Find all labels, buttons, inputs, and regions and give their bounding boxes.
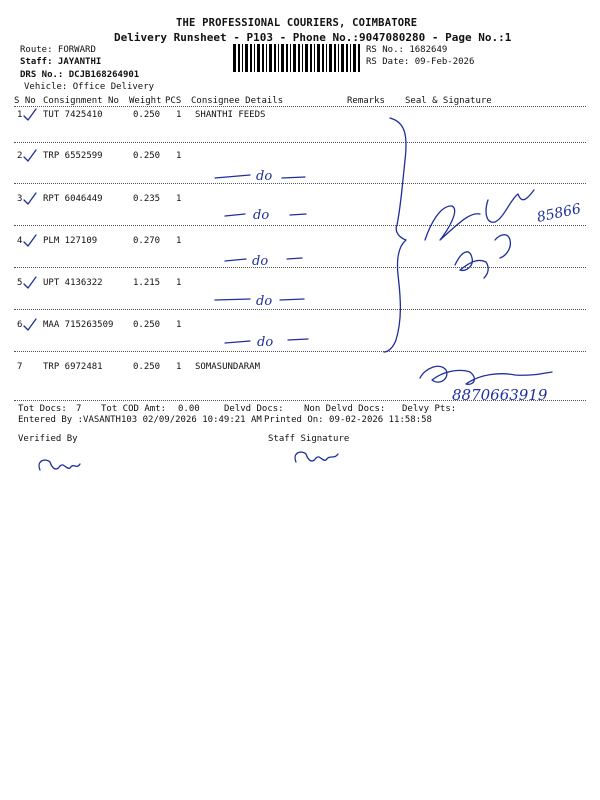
col-header-seal-signature: Seal & Signature <box>405 96 492 106</box>
row-4-weight: 0.270 <box>133 236 161 246</box>
row-2-pcs: 1 <box>176 151 182 161</box>
row-7-consignment: TRP 6972481 <box>43 362 103 372</box>
row-4-sno: 4 <box>17 236 23 246</box>
col-header-weight: Weight <box>129 96 162 106</box>
row-5-consignment: UPT 4136322 <box>43 278 103 288</box>
row-7-pcs: 1 <box>176 362 182 372</box>
row-6-pcs: 1 <box>176 320 182 330</box>
initials-scribble <box>39 460 80 470</box>
delvy-pts-label: Delvy Pts: <box>402 404 457 414</box>
runsheet-title: Delivery Runsheet - P103 - Phone No.:9047080280 - Page No.:1 <box>114 31 512 44</box>
checkmark-icon <box>24 319 36 330</box>
tot-docs-value: 7 <box>76 404 82 414</box>
non-delvd-docs-label: Non Delvd Docs: <box>304 404 386 414</box>
tot-docs-label: Tot Docs: <box>18 404 67 414</box>
row-7-sno: 7 <box>17 362 23 372</box>
checkmark-icon <box>24 150 36 161</box>
row-3-consignment: RPT 6046449 <box>43 194 103 204</box>
row-7-consignee: SOMASUNDARAM <box>195 362 261 372</box>
row-3-pcs: 1 <box>176 194 182 204</box>
ditto-mark: do <box>257 335 274 350</box>
checkmark-icon <box>24 235 36 246</box>
ditto-mark: do <box>252 254 269 269</box>
row-6-weight: 0.250 <box>133 320 161 330</box>
printed-on: Printed On: 09-02-2026 11:58:58 <box>264 415 432 425</box>
handwritten-phone: 8870663919 <box>452 386 548 404</box>
ditto-mark: do <box>253 208 270 223</box>
vehicle-label: Vehicle: Office Delivery <box>24 82 155 92</box>
staff-signature-label: Staff Signature <box>268 434 350 444</box>
initials-scribble <box>295 452 338 462</box>
col-header-consignee: Consignee Details <box>191 96 284 106</box>
row-7-weight: 0.250 <box>133 362 161 372</box>
row-1-weight: 0.250 <box>133 110 161 120</box>
row-1-consignee: SHANTHI FEEDS <box>195 110 266 120</box>
row-3-weight: 0.235 <box>133 194 161 204</box>
ditto-mark: do <box>256 294 273 309</box>
row-2-weight: 0.250 <box>133 151 161 161</box>
entered-by: Entered By :VASANTH103 02/09/2026 10:49:21 AM <box>18 415 262 425</box>
row-1-pcs: 1 <box>176 110 182 120</box>
row-6-sno: 6 <box>17 320 23 330</box>
col-header-pcs: PCS <box>165 96 182 106</box>
drs-number: DRS No.: DCJB168264901 <box>20 70 140 80</box>
row-2-sno: 2 <box>17 151 23 161</box>
row-1-sno: 1 <box>17 110 23 120</box>
row-5-pcs: 1 <box>176 278 182 288</box>
signature-scribble <box>425 206 480 240</box>
tot-cod-label: Tot COD Amt: <box>101 404 167 414</box>
ditto-mark: do <box>256 169 273 184</box>
checkmark-icon <box>24 277 36 288</box>
checkmark-icon <box>24 109 36 120</box>
delvd-docs-label: Delvd Docs: <box>224 404 284 414</box>
route-label: Route: FORWARD <box>20 45 96 55</box>
row-4-pcs: 1 <box>176 236 182 246</box>
staff-label: Staff: JAYANTHI <box>20 57 102 67</box>
row-3-sno: 3 <box>17 194 23 204</box>
row-1-consignment: TUT 7425410 <box>43 110 103 120</box>
row-6-consignment: MAA 715263509 <box>43 320 114 330</box>
verified-by-label: Verified By <box>18 434 78 444</box>
col-header-remarks: Remarks <box>347 96 385 106</box>
row-5-weight: 1.215 <box>133 278 161 288</box>
brace-mark <box>384 118 406 352</box>
checkmark-icon <box>24 193 36 204</box>
handwritten-number: 85866 <box>535 201 583 226</box>
tot-cod-value: 0.00 <box>178 404 200 414</box>
row-2-consignment: TRP 6552599 <box>43 151 103 161</box>
rs-number: RS No.: 1682649 <box>366 45 448 55</box>
company-name: THE PROFESSIONAL COURIERS, COIMBATORE <box>176 17 418 29</box>
col-header-consignment: Consignment No <box>43 96 119 106</box>
rs-date: RS Date: 09-Feb-2026 <box>366 57 475 67</box>
col-header-sno: S No <box>14 96 36 106</box>
row-5-sno: 5 <box>17 278 23 288</box>
signature-scribble <box>420 366 552 384</box>
row-4-consignment: PLM 127109 <box>43 236 98 246</box>
